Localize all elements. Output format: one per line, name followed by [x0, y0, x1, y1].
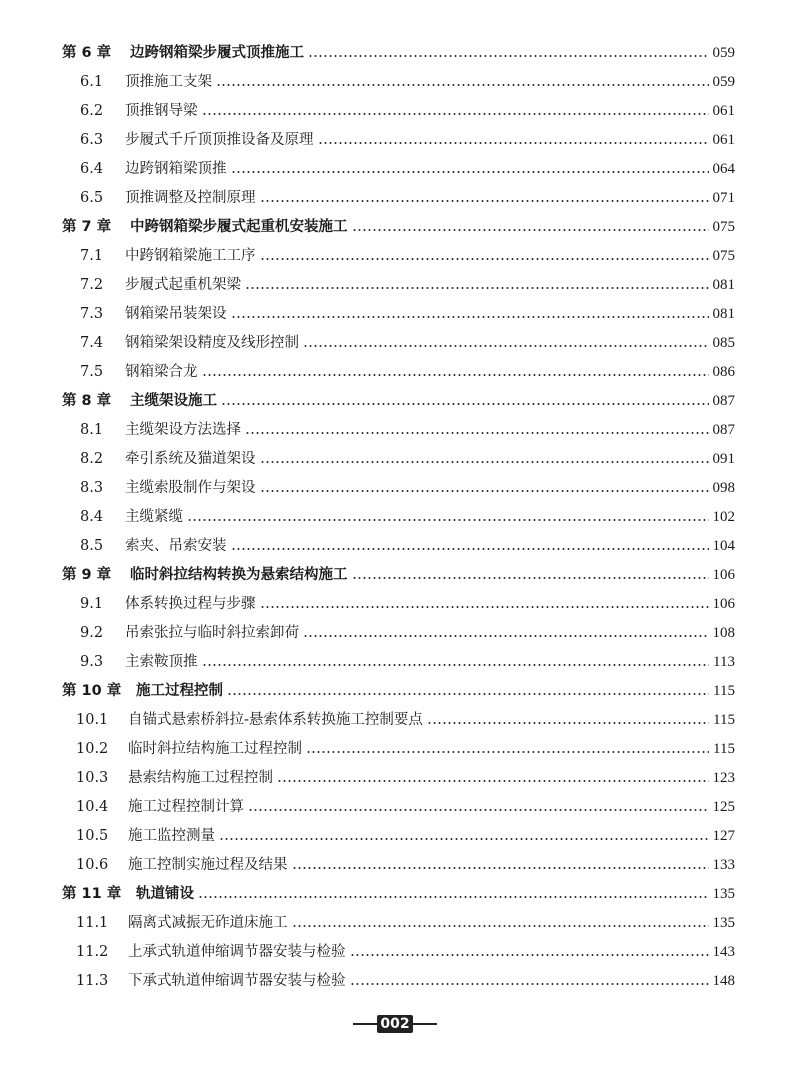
toc-entry-title: 主缆架设方法选择 [125, 422, 241, 438]
toc-section-entry [0, 301, 790, 327]
toc-entry-number: 第 11 章 [62, 886, 122, 902]
toc-entry-number: 第 6 章 [62, 45, 112, 61]
toc-entry-title: 钢箱梁吊装架设 [125, 306, 227, 322]
toc-entry-page: 115 [713, 712, 735, 728]
toc-section-entry [0, 98, 790, 124]
toc-entry-number: 6.1 [80, 74, 104, 90]
toc-entry-title: 轨道铺设 [136, 886, 194, 902]
toc-leader-dots [245, 432, 709, 434]
toc-entry-title: 主缆索股制作与架设 [125, 480, 256, 496]
toc-entry-title: 临时斜拉结构施工过程控制 [128, 741, 302, 757]
toc-entry-number: 10.4 [76, 799, 109, 815]
toc-entry-title: 临时斜拉结构转换为悬索结构施工 [130, 567, 348, 583]
toc-section-entry [0, 156, 790, 182]
toc-entry-title: 步履式千斤顶顶推设备及原理 [125, 132, 314, 148]
toc-entry-page: 108 [712, 625, 735, 641]
page-footer [0, 1014, 790, 1034]
toc-leader-dots [303, 635, 709, 637]
toc-entry-number: 6.5 [80, 190, 104, 206]
toc-entry-number: 9.2 [80, 625, 104, 641]
toc-entry-title: 主缆紧缆 [125, 509, 183, 525]
toc-entry-page: 115 [713, 741, 735, 757]
toc-entry-page: 061 [712, 132, 735, 148]
toc-entry-number: 10.6 [76, 857, 109, 873]
toc-section-entry [0, 475, 790, 501]
toc-entry-page: 098 [712, 480, 735, 496]
toc-leader-dots [303, 345, 709, 347]
toc-entry-page: 075 [712, 219, 735, 235]
toc-entry-title: 顶推钢导梁 [125, 103, 198, 119]
toc-chapter-entry [0, 881, 790, 907]
toc-leader-dots [427, 722, 709, 724]
footer-right-rule [413, 1023, 437, 1025]
toc-chapter-entry [0, 40, 790, 66]
toc-section-entry [0, 272, 790, 298]
toc-section-entry [0, 185, 790, 211]
toc-entry-title: 主索鞍顶推 [125, 654, 198, 670]
toc-section-entry [0, 736, 790, 762]
toc-leader-dots [352, 577, 709, 579]
toc-section-entry [0, 794, 790, 820]
toc-leader-dots [202, 374, 709, 376]
toc-leader-dots [260, 461, 709, 463]
toc-section-entry [0, 649, 790, 675]
toc-entry-page: 148 [712, 973, 735, 989]
toc-entry-title: 自锚式悬索桥斜拉-悬索体系转换施工控制要点 [128, 712, 423, 728]
toc-entry-page: 087 [712, 393, 735, 409]
toc-entry-number: 8.4 [80, 509, 104, 525]
toc-entry-page: 106 [712, 567, 735, 583]
toc-section-entry [0, 330, 790, 356]
toc-entry-title: 牵引系统及猫道架设 [125, 451, 256, 467]
toc-leader-dots [221, 403, 709, 405]
toc-entry-title: 索夹、吊索安装 [125, 538, 227, 554]
toc-entry-title: 边跨钢箱梁步履式顶推施工 [130, 45, 304, 61]
toc-leader-dots [350, 983, 709, 985]
toc-entry-title: 顶推施工支架 [125, 74, 212, 90]
toc-entry-title: 施工过程控制计算 [128, 799, 244, 815]
toc-entry-number: 10.5 [76, 828, 109, 844]
toc-entry-title: 施工过程控制 [136, 683, 223, 699]
toc-leader-dots [231, 316, 709, 318]
toc-entry-number: 6.3 [80, 132, 104, 148]
toc-chapter-entry [0, 562, 790, 588]
toc-entry-title: 上承式轨道伸缩调节器安装与检验 [128, 944, 346, 960]
toc-leader-dots [216, 84, 709, 86]
toc-entry-page: 125 [712, 799, 735, 815]
toc-entry-page: 085 [712, 335, 735, 351]
toc-entry-number: 8.1 [80, 422, 104, 438]
toc-entry-page: 106 [712, 596, 735, 612]
toc-entry-page: 135 [712, 915, 735, 931]
toc-entry-number: 9.3 [80, 654, 104, 670]
toc-entry-number: 10.3 [76, 770, 109, 786]
toc-entry-page: 104 [712, 538, 735, 554]
toc-entry-page: 075 [712, 248, 735, 264]
toc-entry-number: 8.2 [80, 451, 104, 467]
toc-entry-number: 11.1 [76, 915, 109, 931]
toc-section-entry [0, 765, 790, 791]
toc-entry-number: 7.1 [80, 248, 104, 264]
toc-entry-number: 6.2 [80, 103, 104, 119]
toc-leader-dots [245, 287, 709, 289]
toc-leader-dots [260, 606, 709, 608]
toc-entry-number: 7.3 [80, 306, 104, 322]
footer-page-number: 002 [377, 1015, 412, 1033]
toc-leader-dots [198, 896, 709, 898]
toc-entry-page: 081 [712, 306, 735, 322]
toc-entry-page: 113 [713, 654, 735, 670]
toc-entry-page: 133 [712, 857, 735, 873]
toc-leader-dots [260, 258, 709, 260]
toc-leader-dots [350, 954, 709, 956]
toc-entry-number: 第 8 章 [62, 393, 112, 409]
toc-chapter-entry [0, 388, 790, 414]
toc-entry-title: 隔离式减振无砟道床施工 [128, 915, 288, 931]
toc-entry-page: 081 [712, 277, 735, 293]
toc-section-entry [0, 243, 790, 269]
toc-entry-number: 11.2 [76, 944, 109, 960]
toc-section-entry [0, 533, 790, 559]
toc-entry-number: 8.3 [80, 480, 104, 496]
toc-entry-number: 第 10 章 [62, 683, 122, 699]
toc-entry-title: 中跨钢箱梁施工工序 [125, 248, 256, 264]
toc-leader-dots [202, 113, 709, 115]
toc-entry-number: 11.3 [76, 973, 109, 989]
toc-entry-page: 059 [712, 45, 735, 61]
toc-entry-title: 施工监控测量 [128, 828, 215, 844]
toc-leader-dots [292, 867, 709, 869]
toc-leader-dots [292, 925, 709, 927]
toc-leader-dots [248, 809, 709, 811]
toc-entry-number: 10.1 [76, 712, 109, 728]
toc-section-entry [0, 939, 790, 965]
toc-entry-title: 体系转换过程与步骤 [125, 596, 256, 612]
toc-entry-page: 086 [712, 364, 735, 380]
toc-section-entry [0, 417, 790, 443]
toc-entry-number: 10.2 [76, 741, 109, 757]
toc-entry-page: 064 [712, 161, 735, 177]
toc-entry-page: 123 [712, 770, 735, 786]
toc-entry-title: 吊索张拉与临时斜拉索卸荷 [125, 625, 299, 641]
toc-entry-number: 7.4 [80, 335, 104, 351]
toc-section-entry [0, 968, 790, 994]
footer-left-rule [353, 1023, 377, 1025]
toc-entry-number: 第 7 章 [62, 219, 112, 235]
toc-leader-dots [260, 200, 709, 202]
toc-entry-page: 059 [712, 74, 735, 90]
toc-entry-number: 8.5 [80, 538, 104, 554]
toc-section-entry [0, 127, 790, 153]
toc-entry-title: 主缆架设施工 [130, 393, 217, 409]
toc-entry-page: 087 [712, 422, 735, 438]
toc-section-entry [0, 446, 790, 472]
toc-leader-dots [260, 490, 709, 492]
toc-entry-title: 施工控制实施过程及结果 [128, 857, 288, 873]
toc-entry-number: 7.2 [80, 277, 104, 293]
toc-leader-dots [219, 838, 709, 840]
toc-entry-number: 9.1 [80, 596, 104, 612]
toc-section-entry [0, 910, 790, 936]
toc-section-entry [0, 823, 790, 849]
toc-leader-dots [352, 229, 709, 231]
toc-leader-dots [227, 693, 709, 695]
toc-entry-title: 下承式轨道伸缩调节器安装与检验 [128, 973, 346, 989]
toc-entry-page: 143 [712, 944, 735, 960]
toc-entry-page: 102 [712, 509, 735, 525]
toc-entry-number: 6.4 [80, 161, 104, 177]
toc-leader-dots [308, 55, 709, 57]
toc-section-entry [0, 591, 790, 617]
toc-entry-page: 091 [712, 451, 735, 467]
toc-chapter-entry [0, 214, 790, 240]
toc-leader-dots [231, 548, 709, 550]
toc-entry-title: 钢箱梁合龙 [125, 364, 198, 380]
toc-entry-number: 第 9 章 [62, 567, 112, 583]
toc-entry-title: 悬索结构施工过程控制 [128, 770, 273, 786]
toc-section-entry [0, 504, 790, 530]
toc-entry-number: 7.5 [80, 364, 104, 380]
toc-leader-dots [306, 751, 709, 753]
toc-section-entry [0, 69, 790, 95]
toc-section-entry [0, 852, 790, 878]
toc-section-entry [0, 620, 790, 646]
toc-entry-page: 115 [713, 683, 735, 699]
toc-leader-dots [231, 171, 709, 173]
toc-chapter-entry [0, 678, 790, 704]
toc-entry-title: 步履式起重机架梁 [125, 277, 241, 293]
toc-entry-page: 071 [712, 190, 735, 206]
toc-entry-title: 顶推调整及控制原理 [125, 190, 256, 206]
toc-entry-page: 127 [712, 828, 735, 844]
toc-section-entry [0, 707, 790, 733]
toc-entry-page: 061 [712, 103, 735, 119]
toc-leader-dots [187, 519, 709, 521]
toc-entry-title: 边跨钢箱梁顶推 [125, 161, 227, 177]
toc-entry-title: 中跨钢箱梁步履式起重机安装施工 [130, 219, 348, 235]
toc-leader-dots [202, 664, 710, 666]
toc-leader-dots [318, 142, 709, 144]
toc-entry-title: 钢箱梁架设精度及线形控制 [125, 335, 299, 351]
toc-section-entry [0, 359, 790, 385]
toc-leader-dots [277, 780, 709, 782]
toc-entry-page: 135 [712, 886, 735, 902]
